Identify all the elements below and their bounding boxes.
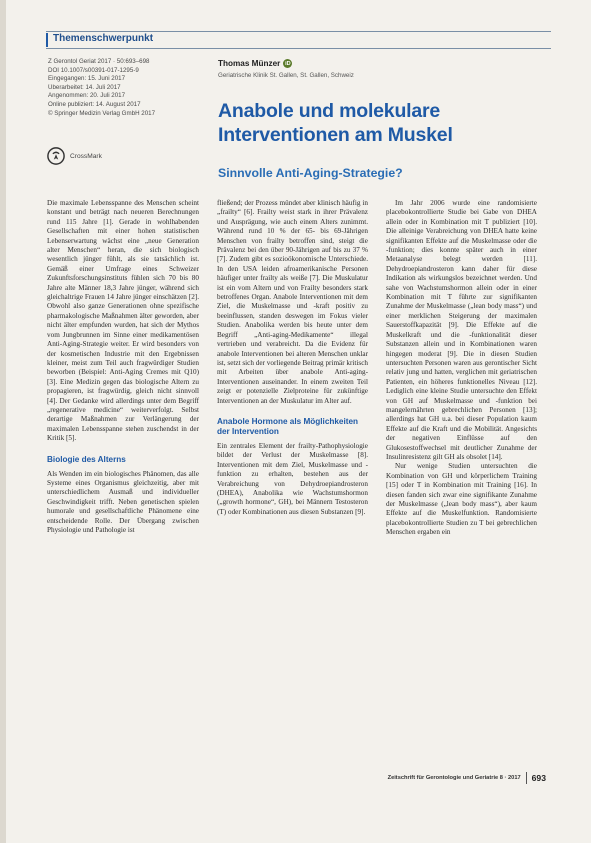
orcid-icon[interactable]: iD: [285, 60, 291, 67]
author-name: Thomas Münzer: [218, 59, 281, 68]
header-rule-bottom: [46, 48, 551, 49]
section-label: Themenschwerpunkt: [53, 33, 154, 44]
article-subtitle: Sinnvolle Anti-Aging-Strategie?: [218, 166, 403, 180]
meta-received: Eingegangen: 15. Juni 2017: [48, 75, 126, 83]
crossmark-label: CrossMark: [70, 152, 102, 160]
paragraph: Als Wenden im ein biologisches Phänomen, das alle Systeme eines Organismus gleichzeitig, aber mit unterschiedlichem Ausmaß und individueller Geschwindigkeit trifft. Neben genetischen spielen humorale und gesellschaftliche Phänomene eine entscheidende Rolle. Der Übergang zwischen Physiologie und Pathologie ist: [47, 469, 199, 534]
page-footer: [370, 772, 546, 784]
meta-doi: DOI 10.1007/s00391-017-1295-9: [48, 66, 139, 74]
meta-revised: Überarbeitet: 14. Juli 2017: [48, 83, 121, 91]
article-title: Anabole und molekulare Interventionen am Muskel: [218, 100, 453, 146]
meta-citation: Z Gerontol Geriat 2017 · 50:693–698: [48, 58, 150, 65]
meta-accepted: Angenommen: 20. Juli 2017: [48, 92, 126, 100]
page-edge: [0, 0, 6, 843]
meta-copyright: © Springer Medizin Verlag GmbH 2017: [48, 109, 156, 117]
section-heading: Anabole Hormone als Möglichkeiten der Intervention: [217, 416, 359, 436]
page-number: 693: [531, 773, 546, 783]
paragraph: fließend; der Prozess mündet aber klinisch häufig in „frailty“ [6]. Frailty weist stark in ihrer Prävalenz und Ausprägung, wie auch einem Alters zunimmt. Während rund 10 % der 65- bis 69-Jährigen Menschen von frailty betroffen sind, steigt die Prävalenz bei den über 90-Jährigen auf bis zu 37 % [7]. Zudem gibt es sozioökonomische Unterschiede. In den USA leiden afroamerikanische Personen häufiger unter frailty als weiße [7]. Die Muskulatur ist ein vom Altern und von Frailty besonders stark betroffenes Organ. Anabole Interventionen mit dem Ziel, die Muskelmasse und -kraft positiv zu beeinflussen, standen deswegen im Fokus vieler Studien. Anabolika werden bis heute unter dem Begriff „Anti-aging-Medikamente“ illegal vertrieben und verabreicht. Da die Evidenz für anabole Interventionen bei alteren Menschen unklar ist, setzt sich der vorliegende Beitrag primär kritisch mit Arbeiten über anabole Anti-aging-Interventionen auseinander. In einem zweiten Teil zeigt er potenzielle Zielproteine für zukünftige Interventionen an der Muskulatur im Alter auf.: [217, 199, 368, 405]
crossmark-badge[interactable]: [47, 147, 102, 165]
article-metadata: [48, 58, 213, 118]
text-column-1: [47, 199, 199, 535]
meta-online: Online publiziert: 14. August 2017: [48, 100, 141, 108]
footer-divider: [526, 772, 527, 784]
author-affiliation: Geriatrische Klinik St. Gallen, St. Gallen, Schweiz: [218, 72, 354, 79]
footer-journal: Zeitschrift für Gerontologie und Geriatrie 8 · 2017: [387, 775, 521, 781]
paragraph: Im Jahr 2006 wurde eine randomisierte placebokontrollierte Studie bei Gabe von DHEA allein oder in Kombination mit T publiziert [10]. Die alleinige Verabreichung von DHEA hatte keine signifikanten Effekte auf die Muskelmasse oder die -funktion; dies konnte später auch in einer Metaanalyse belegt werden [11]. Dehydroepiandrosteron kann daher für diese Indikation als wirkungslos bezeichnet werden. Und sahe von Wachstumshormon allein oder in einer Kombination mit T führte zur signifikanten Zunahme der Muskelmasse („lean body mass“) und einer merklichen Steigerung der maximalen Sauerstoffkapazität [9]. Die Effekte auf die Muskelkraft und die -funktionalität dieser Substanzen allein und in Kombinationen waren hingegen moderat [9]. Die in diesen Studien untersuchten Personen waren aus gerontischer Sicht relativ jung und hatten, verglichen mit geriatrischen Patienten, ein höheres funktionelles Niveau [12]. Lediglich eine kleine Studie untersuchte den Effekt von GH auf Muskelmasse und -funktion bei mangelernährten gebrechlichen Personen [13]; allerdings hat GH u.a. bei dieser Population kaum Effekte auf die Kraft und die Mobilität. Angesichts der negativen Einflüsse auf den Glukosestoffwechsel mit deutlicher Zunahme der Insulinresistenz gilt GH als obsolet [14].: [386, 199, 537, 461]
text-column-3: [386, 199, 537, 538]
text-column-2: [217, 199, 368, 517]
section-heading: Biologie des Alterns: [47, 454, 126, 464]
author-line: [218, 59, 292, 68]
paragraph: Ein zentrales Element der frailty-Pathophysiologie bildet der Verlust der Muskelmasse [8]. Interventionen mit dem Ziel, Muskelmasse und -funktion zu erhalten, bestehen aus der Verabreichung von Dehydroepiandrosteron (DHEA), Anabolika wie Wachstumshormon („growth hormone“, GH), bei Männern Testosteron (T) oder Kombinationen aus diesen Substanzen [9].: [217, 441, 368, 516]
header-rule-top: [46, 31, 551, 32]
paragraph: Nur wenige Studien untersuchten die Kombination von GH und körperlichem Training [15] oder T in Kombination mit Training [16]. In diesen fanden sich zwar eine signifikante Zunahme der Muskelmasse („lean body mass“), aber kaum Effekte auf die Muskelfunktion. Randomisierte placebokontrollierte Studien zu T bei gebrechlichen Menschen ergaben ein: [386, 462, 537, 537]
paragraph: Die maximale Lebensspanne des Menschen scheint konstant und beträgt nach neueren Berechnungen rund 115 Jahre [1]. Gerade in wohlhabenden Gesellschaften mit einer hohen statistischen Lebenserwartung wächst eine „neue Generation alter Menschen“ heran, die sich biologisch wesentlich jünger fühlt, als sie tatsächlich ist. Gemäß einer Umfrage eines Schweizer Zukunftsforschungsinstituts fühlen sich 70 bis 80 Jahre alte Männer 18,3 Jahre jünger, während sich gleichaltrige Frauen 14 Jahre jünger einschätzen [2]. Obwohl also ganze Generationen ohne spezifische pharmakologische Maßnahmen älter geworden, aber nicht älter empfunden wurden, hat sich der Mythos vom Jungbrunnen im Sinne einer medikamentösen Anti-Aging-Strategie weiter. Er wird besonders von der kosmetischen Industrie mit den Ergebnissen kleiner, meist zum Teil auch fragwürdiger Studien beworben (Beispiel: Anti-Aging Cremes mit Q10) [3]. Eine Medizin gegen das biologische Altern zu propagieren, ist fragwürdig, gleich nicht sinnvoll [4]. Der Gedanke wird allerdings unter dem Begriff „regenerative medicine“ weiterverfolgt. Selbst derartige Maßnahmen zur Verlängerung der maximalen Lebensspanne stehen zuschendst in der Kritik [5].: [47, 199, 199, 443]
section-marker: [46, 33, 48, 47]
crossmark-icon: [47, 147, 65, 165]
